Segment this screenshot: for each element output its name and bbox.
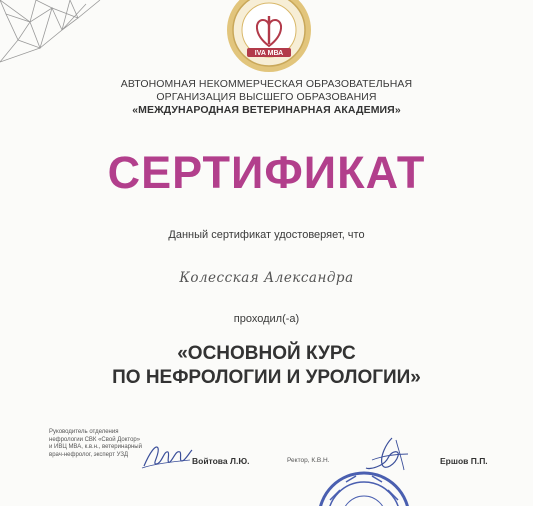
right-signatory-name: Ершов П.П.	[440, 456, 488, 466]
left-signature-icon	[140, 438, 194, 472]
course-title-line-2: ПО НЕФРОЛОГИИ И УРОЛОГИИ»	[112, 367, 421, 388]
certificate-intro: Данный сертификат удостоверяет, что	[168, 229, 365, 241]
rector-stamp-icon	[316, 470, 412, 506]
position-line: и ИВЦ МВА, к.в.н., ветеринарный	[49, 444, 142, 451]
certificate-title: СЕРТИФИКАТ	[107, 147, 426, 198]
recipient-name: Колесская Александра	[179, 270, 354, 286]
position-line: нефрологии СВК «Свой Доктор»	[49, 436, 141, 443]
organization-line-2: ОРГАНИЗАЦИЯ ВЫСШЕГО ОБРАЗОВАНИЯ	[156, 91, 377, 103]
left-signatory-position	[49, 429, 149, 459]
seal-text: IVA МВА	[254, 50, 284, 57]
academy-seal-icon	[225, 0, 313, 74]
passed-label: проходил(-а)	[233, 313, 300, 325]
organization-line-1: АВТОНОМНАЯ НЕКОММЕРЧЕСКАЯ ОБРАЗОВАТЕЛЬНАЯ	[120, 78, 413, 90]
course-title-line-1: «ОСНОВНОЙ КУРС	[177, 343, 356, 364]
decorative-mesh-icon	[0, 0, 110, 70]
organization-name: «МЕЖДУНАРОДНАЯ ВЕТЕРИНАРНАЯ АКАДЕМИЯ»	[132, 104, 401, 116]
position-line: Руководитель отделения	[49, 429, 119, 435]
right-signatory-position: Ректор, К.В.Н.	[287, 457, 330, 464]
position-line: врач-нефролог, эксперт УЗД	[49, 451, 129, 458]
left-signatory-name: Войтова Л.Ю.	[192, 456, 250, 466]
